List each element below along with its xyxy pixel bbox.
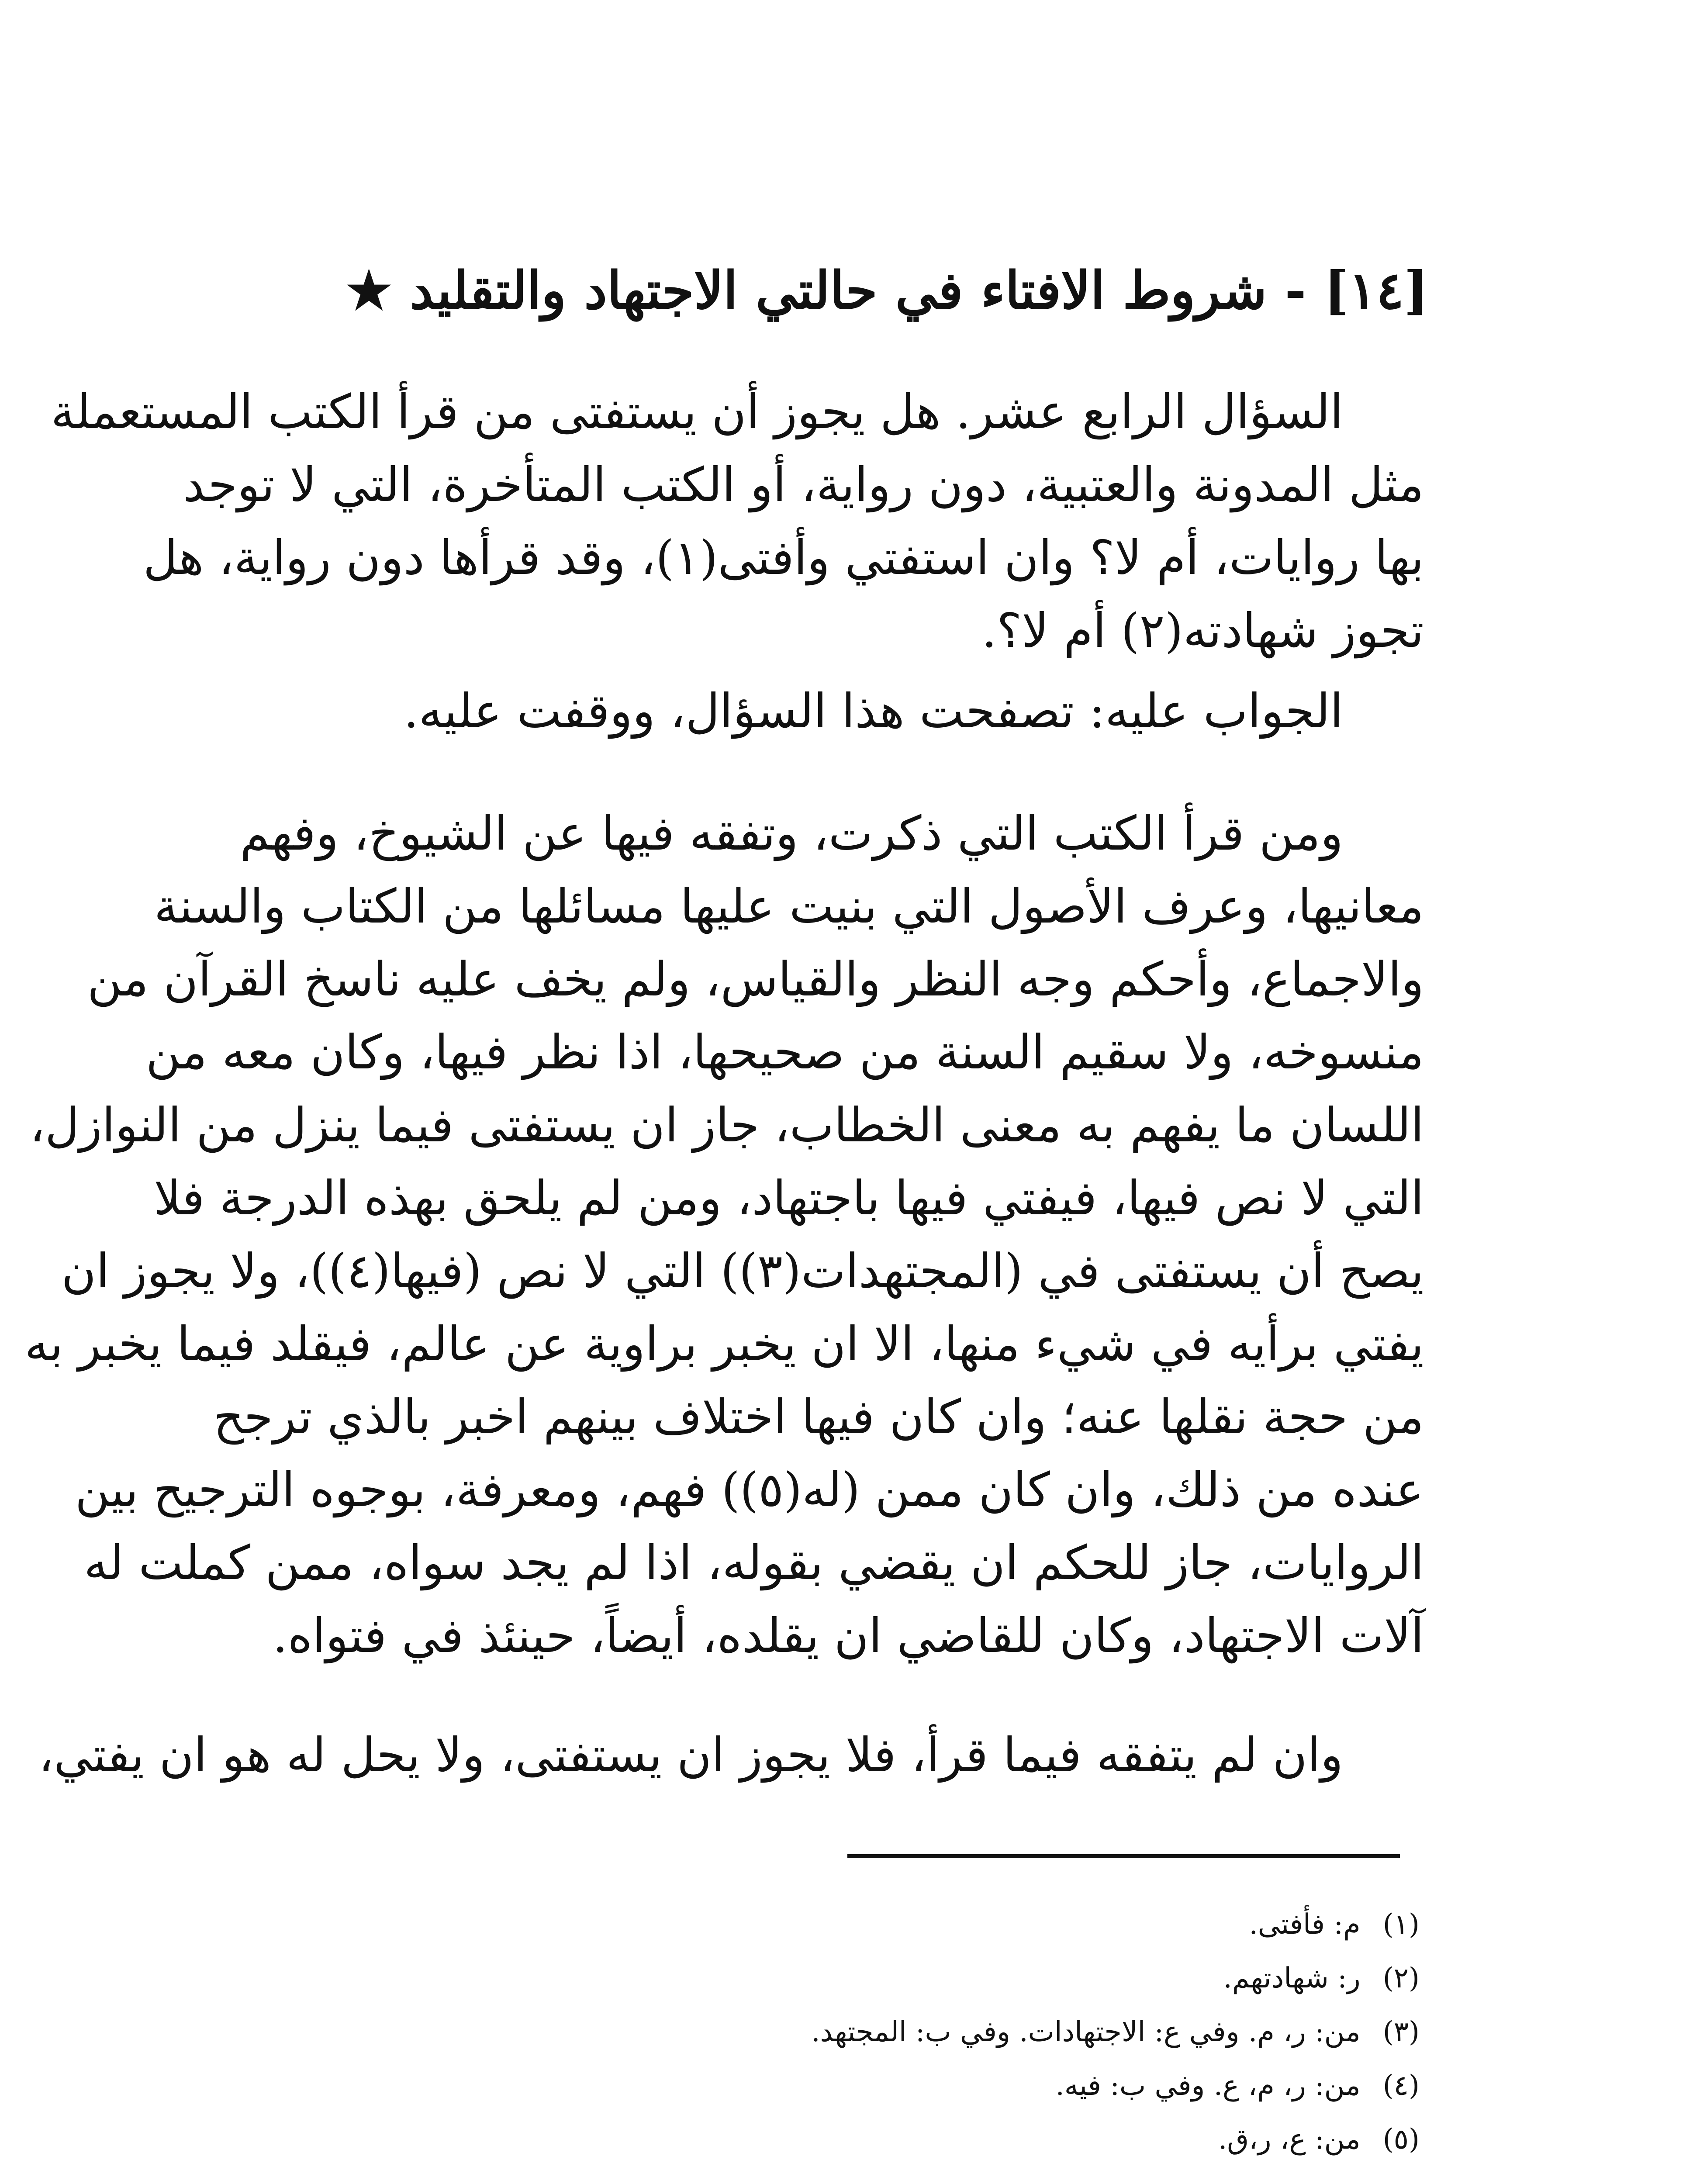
footnote-item — [699, 1898, 1420, 1952]
text-line: عنده من ذلك، وان كان ممن (له(٥)) فهم، ومعرفة، بوجوه الترجيح بين — [75, 1463, 1424, 1517]
section-heading: [١٤] - شروط الافتاء في حالتي الاجتهاد والتقليد ★ — [346, 260, 1428, 321]
text-line: يصح أن يستفتى في (المجتهدات(٣)) التي لا نص (فيها(٤))، ولا يجوز ان — [61, 1244, 1424, 1299]
text-line: يفتي برأيه في شيء منها، الا ان يخبر براوية عن عالم، فيقلد فيما يخبر به — [24, 1317, 1424, 1372]
footnote-item — [699, 2005, 1420, 2059]
footnote-text: من: ر، م، ع. وفي ب: فيه. — [1055, 2070, 1361, 2102]
footnote-item — [699, 1952, 1420, 2005]
text-line: ومن قرأ الكتب التي ذكرت، وتفقه فيها عن الشيوخ، وفهم — [240, 806, 1343, 861]
text-line: السؤال الرابع عشر. هل يجوز أن يستفتى من قرأ الكتب المستعملة — [51, 385, 1343, 439]
footnote-text: من: ع، ر،ق. — [1218, 2123, 1361, 2156]
answer-intro-paragraph — [245, 675, 1424, 748]
text-line: وان لم يتفقه فيما قرأ، فلا يجوز ان يستفتى، ولا يحل له هو ان يفتي، — [38, 1728, 1343, 1783]
text-line: آلات الاجتهاد، وكان للقاضي ان يقلده، أيضاً، حينئذ في فتواه. — [273, 1609, 1424, 1663]
footnote-divider — [847, 1854, 1400, 1858]
question-paragraph — [51, 376, 1424, 667]
text-line: منسوخه، ولا سقيم السنة من صحيحها، اذا نظر فيها، وكان معه من — [146, 1025, 1424, 1080]
footnote-number: (٥) — [1382, 2123, 1420, 2156]
text-line: والاجماع، وأحكم وجه النظر والقياس، ولم يخف عليه ناسخ القرآن من — [87, 952, 1424, 1007]
text-line: بها روايات، أم لا؟ وان استفتي وأفتى(١)، وقد قرأها دون رواية، هل — [143, 531, 1424, 585]
footnote-item — [699, 2059, 1420, 2113]
text-line: من حجة نقلها عنه؛ وان كان فيها اختلاف بينهم اخبر بالذي ترجح — [213, 1390, 1424, 1444]
text-line: الجواب عليه: تصفحت هذا السؤال، ووقفت عليه. — [404, 684, 1343, 739]
text-line: اللسان ما يفهم به معنى الخطاب، جاز ان يستفتى فيما ينزل من النوازل، — [30, 1098, 1424, 1153]
text-line: الروايات، جاز للحكم ان يقضي بقوله، اذا لم يجد سواه، ممن كملت له — [84, 1536, 1424, 1590]
footnotes — [699, 1898, 1420, 2167]
footnote-number: (٣) — [1382, 2016, 1420, 2048]
footnote-text: م: فأفتى. — [1249, 1908, 1361, 1941]
continuation-paragraph — [38, 1719, 1424, 1792]
text-line: تجوز شهادته(٢) أم لا؟. — [981, 604, 1424, 658]
footnote-text: ر: شهادتهم. — [1223, 1962, 1361, 1994]
page-number — [762, 2182, 867, 2184]
footnote-text: من: ر، م. وفي ع: الاجتهادات. وفي ب: المجتهد. — [811, 2016, 1361, 2048]
text-line: مثل المدونة والعتبية، دون رواية، أو الكتب المتأخرة، التي لا توجد — [183, 458, 1424, 512]
footnote-number: (٤) — [1382, 2070, 1420, 2102]
text-line: معانيها، وعرف الأصول التي بنيت عليها مسائلها من الكتاب والسنة — [154, 879, 1424, 934]
answer-body-paragraph — [24, 797, 1424, 1673]
footnote-item — [699, 2113, 1420, 2167]
footnote-number: (١) — [1382, 1908, 1420, 1941]
footnote-number: (٢) — [1382, 1962, 1420, 1994]
text-line: التي لا نص فيها، فيفتي فيها باجتهاد، ومن لم يلحق بهذه الدرجة فلا — [154, 1171, 1424, 1226]
